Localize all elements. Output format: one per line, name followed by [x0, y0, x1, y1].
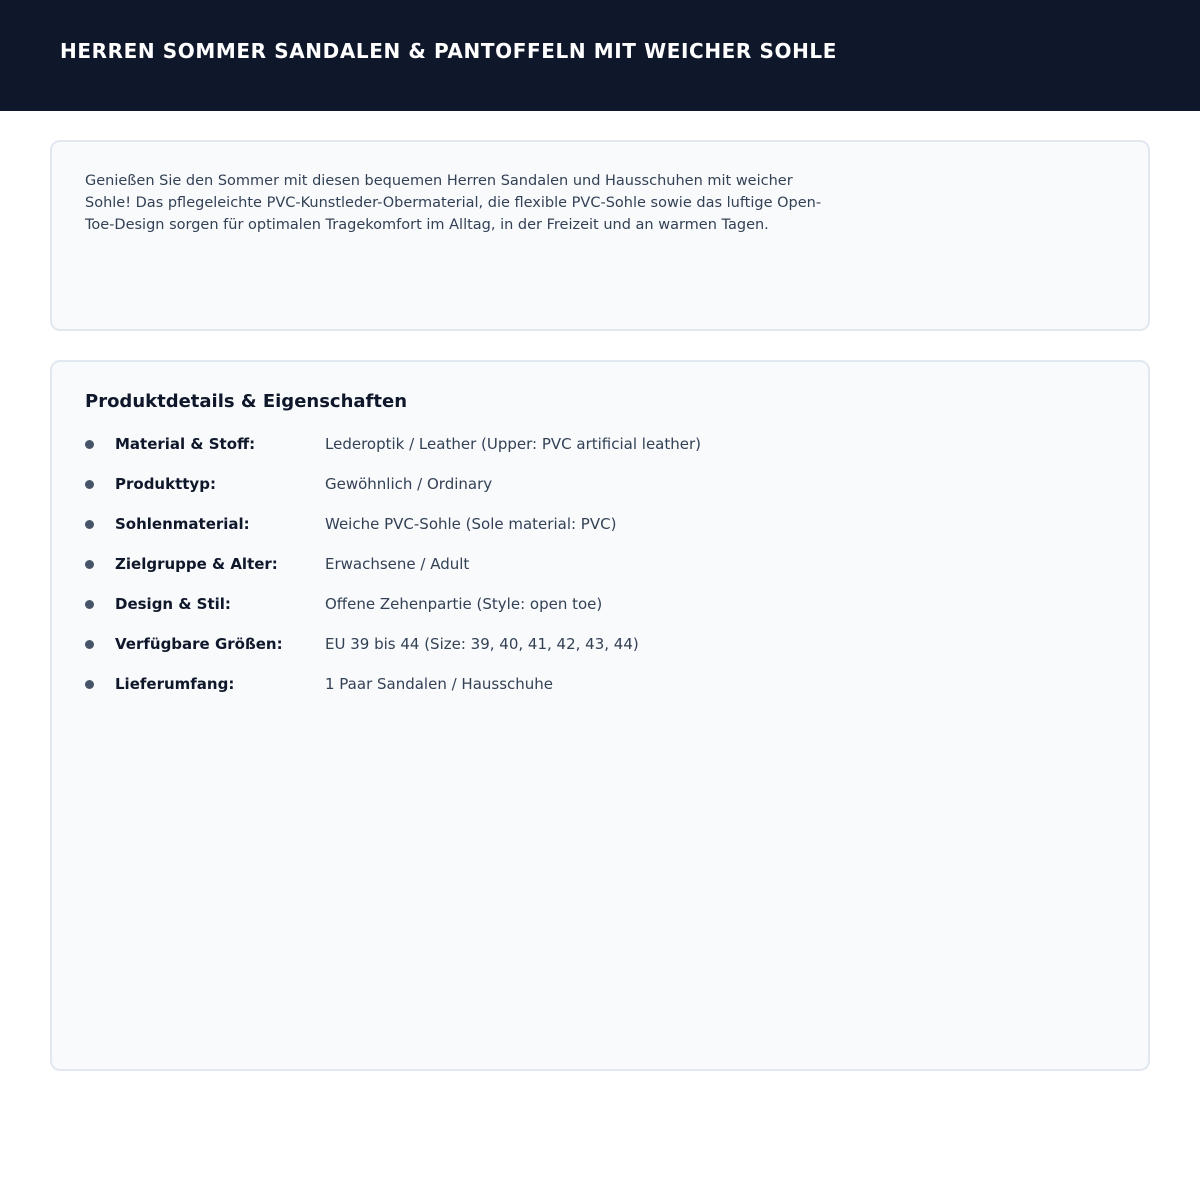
- details-item-label: Design & Stil:: [115, 595, 231, 613]
- details-item-value: 1 Paar Sandalen / Hausschuhe: [325, 675, 554, 693]
- bullet-icon: [85, 480, 94, 489]
- page-header: [0, 0, 1200, 111]
- bullet-icon: [85, 640, 94, 649]
- description-text: Genießen Sie den Sommer mit diesen bequemen Herren Sandalen und Hausschuhen mit weicher Sohle! Das pflegeleichte PVC-Kunstleder-Obermaterial, die flexible PVC-Sohle sowie das luftige Open-Toe-Design sorgen für optimalen Tragekomfort im Alltag, in der Freizeit und an warmen Tagen.: [85, 173, 822, 233]
- bullet-icon: [85, 560, 94, 569]
- details-item-material: [85, 432, 1085, 472]
- details-item-label: Lieferumfang:: [115, 675, 235, 693]
- description-card: [50, 140, 1150, 331]
- details-title: Produktdetails & Eigenschaften: [85, 391, 408, 412]
- details-item-label: Material & Stoff:: [115, 435, 256, 453]
- details-card: [50, 360, 1150, 1071]
- details-item-product-type: [85, 472, 1085, 512]
- bullet-icon: [85, 520, 94, 529]
- details-item-label: Verfügbare Größen:: [115, 635, 283, 653]
- bullet-icon: [85, 680, 94, 689]
- details-list: [85, 432, 1085, 712]
- page-title: HERREN SOMMER SANDALEN & PANTOFFELN MIT WEICHER SOHLE: [60, 39, 838, 63]
- details-item-label: Produkttyp:: [115, 475, 216, 493]
- details-item-sizes: [85, 632, 1085, 672]
- details-item-value: EU 39 bis 44 (Size: 39, 40, 41, 42, 43, 44): [325, 635, 639, 653]
- details-item-label: Sohlenmaterial:: [115, 515, 250, 533]
- bullet-icon: [85, 440, 94, 449]
- bullet-icon: [85, 600, 94, 609]
- details-item-sole: [85, 512, 1085, 552]
- details-item-design: [85, 592, 1085, 632]
- details-item-value: Gewöhnlich / Ordinary: [325, 475, 493, 493]
- details-item-audience: [85, 552, 1085, 592]
- details-item-value: Offene Zehenpartie (Style: open toe): [325, 595, 603, 613]
- details-item-contents: [85, 672, 1085, 712]
- details-item-value: Erwachsene / Adult: [325, 555, 470, 573]
- details-item-label: Zielgruppe & Alter:: [115, 555, 278, 573]
- details-item-value: Lederoptik / Leather (Upper: PVC artificial leather): [325, 435, 701, 453]
- details-item-value: Weiche PVC-Sohle (Sole material: PVC): [325, 515, 617, 533]
